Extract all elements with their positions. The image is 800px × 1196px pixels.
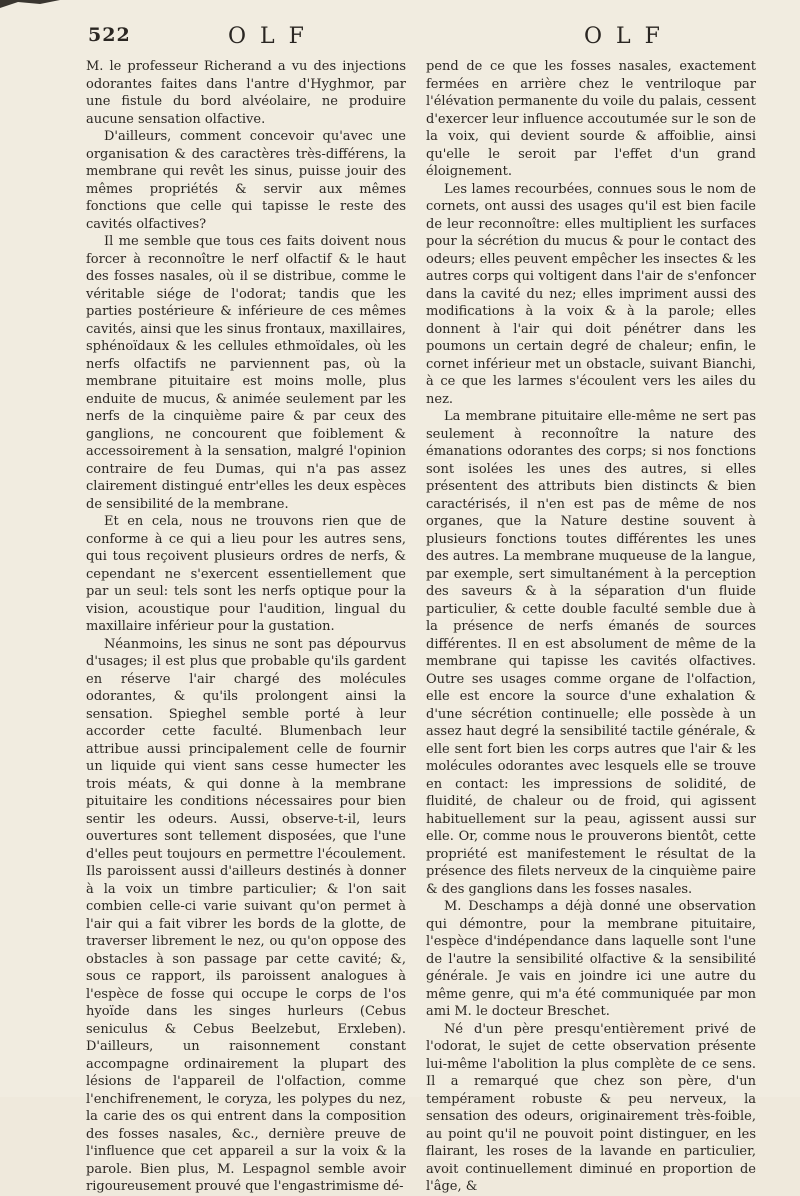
running-head-right: OLF (584, 24, 674, 49)
left-column (86, 58, 406, 1196)
torn-corner-mark (0, 0, 60, 14)
paragraph: M. le professeur Richerand a vu des injections odorantes faites dans l'antre d'Hyghmor, par une fistule du bord alvéolaire, ne produire aucune sensation olfactive. (86, 59, 406, 127)
paragraph: Et en cela, nous ne trouvons rien que de conforme à ce qui a lieu pour les autres sens, qui tous reçoivent plusieurs ordres de nerfs, & cependant ne s'exercent essentiellement que par un seul: tels sont les nerfs optique pour la vision, acoustique pour l'audition, lingual du maxillaire inférieur pour la gustation. (86, 514, 406, 634)
paragraph: Né d'un père presqu'entièrement privé de l'odorat, le sujet de cette observation présente lui-même l'abolition la plus complète de ce sens. Il a remarqué que chez son père, d'un tempérament robuste & peu nerveux, la sensation des odeurs, originairement très-foible, au point qu'il ne pouvoit point distinguer, en les flairant, les roses de la lavande en particulier, avoit continuellement diminué en proportion de l'âge, & (426, 1021, 756, 1194)
paragraph: pend de ce que les fosses nasales, exactement fermées en arrière chez le ventriloque par l'élévation permanente du voile du palais, cessent d'exercer leur influence accoutumée sur le son de la voix, qui devient sourde & affoiblie, ainsi qu'elle le seroit par l'effet d'un grand éloignement. (426, 59, 756, 179)
paragraph: La membrane pituitaire elle-même ne sert pas seulement à reconnoître la nature des émanations odorantes des corps; si nos fonctions sont isolées les unes des autres, si elles présentent des attributs bien distincts & bien caractérisés, il n'en est pas de même de nos organes, que la Nature destine souvent à plusieurs fonctions toutes différentes les unes des autres. La membrane muqueuse de la langue, par exemple, sert simultanément à la perception des saveurs & à la séparation d'un fluide particulier, & cette double faculté semble due à la présence de nerfs émanés de sources différentes. Il en est absolument de même de la membrane qui tapisse les cavités olfactives. Outre ses usages comme organe de l'olfaction, elle est encore la source d'une exhalation & d'une sécrétion continuelle; elle possède à un assez haut degré la sensibilité tactile générale, & elle sent fort bien les corps autres que l'air & les molécules odorantes avec lesquels elle se trouve en contact: les impressions de solidité, de fluidité, de chaleur ou de froid, qui agissent habituellement sur la peau, agissent aussi sur elle. Or, comme nous le prouverons bientôt, cette propriété est manifestement le résultat de la présence des filets nerveux de la cinquième paire & des ganglions dans les fosses nasales. (426, 409, 756, 897)
right-column (426, 58, 756, 1196)
paragraph: M. Deschamps a déjà donné une observation qui démontre, pour la membrane pituitaire, l'espèce d'indépendance dans laquelle sont l'une de l'autre la sensibilité olfactive & la sensibilité générale. Je vais en joindre ici une autre du même genre, qui m'a été communiquée par mon ami M. le docteur Breschet. (426, 899, 756, 1019)
paragraph: Néanmoins, les sinus ne sont pas dépourvus d'usages; il est plus que probable qu'ils gardent en réserve l'air chargé des molécules odorantes, & qu'ils prolongent ainsi la sensation. Spieghel semble porté à leur accorder cette faculté. Blumenbach leur attribue aussi principalement celle de fournir un liquide qui vient sans cesse humecter les trois méats, & qui donne à la membrane pituitaire les conditions nécessaires pour bien sentir les odeurs. Aussi, observe-t-il, leurs ouvertures sont tellement disposées, que l'une d'elles peut toujours en permettre l'écoulement. Ils paroissent aussi d'ailleurs destinés à donner à la voix un timbre particulier; & l'on sait combien celle-ci varie suivant qu'on permet à l'air qui a fait vibrer les bords de la glotte, de traverser librement le nez, ou qu'on oppose des obstacles à son passage par cette cavité; &, sous ce rapport, ils paroissent analogues à l'espèce de fosse qui occupe le corps de l'os hyoïde dans les singes hurleurs (Cebus seniculus & Cebus Beelzebut, Erxleben). D'ailleurs, un raisonnement constant accompagne ordinairement la plupart des lésions de l'appareil de l'olfaction, comme l'enchifrenement, le coryza, les polypes du nez, la carie des os qui entrent dans la composition des fosses nasales, &c., dernière preuve de l'influence que cet appareil a sur la voix & la parole. Bien plus, M. Lespagnol semble avoir rigoureusement prouvé que l'engastrimisme dé- (86, 636, 406, 1194)
paragraph: Les lames recourbées, connues sous le nom de cornets, ont aussi des usages qu'il est bien facile de leur reconnoître: elles multiplient les surfaces pour la sécrétion du mucus & pour le contact des odeurs; elles peuvent empêcher les insectes & les autres corps qui voltigent dans l'air de s'enfoncer dans la cavité du nez; elles impriment aussi des modifications à la voix & à la parole; elles donnent à l'air qui doit pénétrer dans les poumons un certain degré de chaleur; enfin, le cornet inférieur met un obstacle, suivant Bianchi, à ce que les larmes s'écoulent vers les ailes du nez. (426, 181, 756, 407)
column-divider (414, 60, 415, 1060)
running-head-left: OLF (228, 24, 318, 49)
paragraph: Il me semble que tous ces faits doivent nous forcer à reconnoître le nerf olfactif & le haut des fosses nasales, où il se distribue, comme le véritable siége de l'odorat; tandis que les parties postérieure & inférieure de ces mêmes cavités, ainsi que les sinus frontaux, maxillaires, sphénoïdaux & les cellules ethmoïdales, où les nerfs olfactifs ne parviennent pas, où la membrane pituitaire est moins molle, plus enduite de mucus, & animée seulement par les nerfs de la cinquième paire & par ceux des ganglions, ne concourent que foiblement & accessoirement à la sensation, malgré l'opinion contraire de feu Dumas, qui n'a pas assez clairement distingué entr'elles les deux espèces de sensibilité de la membrane. (86, 234, 406, 512)
paragraph: D'ailleurs, comment concevoir qu'avec une organisation & des caractères très-différens, la membrane qui revêt les sinus, puisse jouir des mêmes propriétés & servir aux mêmes fonctions que celle qui tapisse le reste des cavités olfactives? (86, 129, 406, 232)
page-number: 522 (88, 24, 131, 46)
page-header (88, 24, 760, 52)
